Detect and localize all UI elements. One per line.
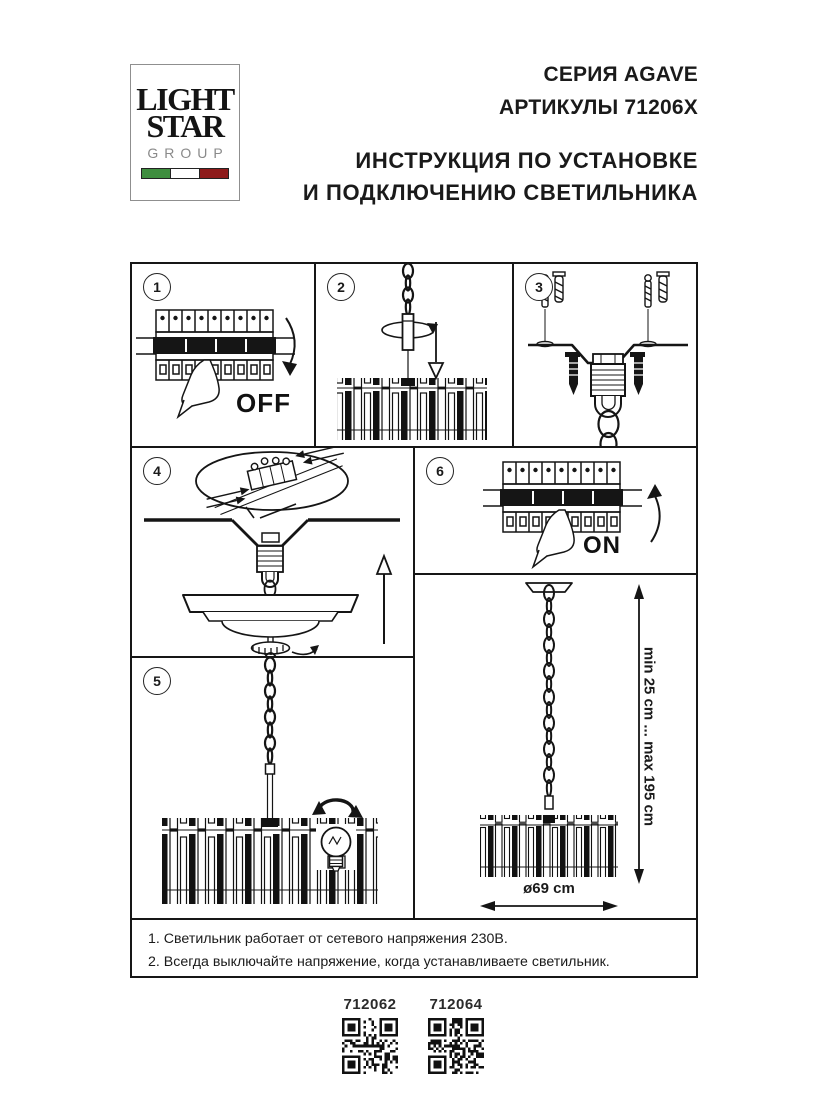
bulb-installation-illustration [132,658,413,916]
step-number: 3 [525,273,553,301]
qr-item [341,996,399,1074]
instruction-title-line1: ИНСТРУКЦИЯ ПО УСТАНОВКЕ [355,148,698,173]
step-number: 1 [143,273,171,301]
step-3-panel [512,262,698,448]
note-line-1: 1. Светильник работает от сетевого напряжения 230В. [148,931,508,947]
step-number: 5 [143,667,171,695]
step-number: 4 [143,457,171,485]
logo-light: LIGHT [136,81,234,118]
steps-grid [130,262,698,978]
header [303,58,698,209]
qr-code [428,1018,484,1074]
qr-item [427,996,485,1074]
italian-flag-stripe [141,168,229,179]
step-5-panel [130,656,415,920]
article-number: 712064 [429,996,483,1013]
off-label: OFF [236,388,291,418]
qr-section [0,996,826,1074]
step-number: 2 [327,273,355,301]
series-title: СЕРИЯ AGAVE [543,63,698,86]
logo-group: GROUP [147,144,229,161]
flag-white [170,169,200,178]
flag-green [142,169,170,178]
dimensions-panel [413,573,698,920]
step-6-panel [413,446,698,575]
height-range-label: min 25 cm ... max 195 cm [640,646,658,827]
article-number: 712062 [343,996,397,1013]
note-line-2: 2. Всегда выключайте напряжение, когда устанавливаете светильник. [148,954,610,970]
diameter-label: ø69 cm [523,880,575,897]
step-2-panel [314,262,514,448]
flag-red [200,169,228,178]
logo-star: STAR [146,108,224,144]
safety-notes [130,918,698,978]
articles-title: АРТИКУЛЫ 71206X [499,96,698,119]
on-label: ON [583,532,621,559]
wiring-canopy-illustration [132,448,413,656]
instruction-title-line2: И ПОДКЛЮЧЕНИЮ СВЕТИЛЬНИКА [302,180,698,205]
step-1-panel [130,262,316,448]
circuit-breaker-on-illustration [415,448,696,573]
step-4-panel [130,446,415,658]
lightstar-logo [130,64,240,201]
qr-code [342,1018,398,1074]
step-number: 6 [426,457,454,485]
